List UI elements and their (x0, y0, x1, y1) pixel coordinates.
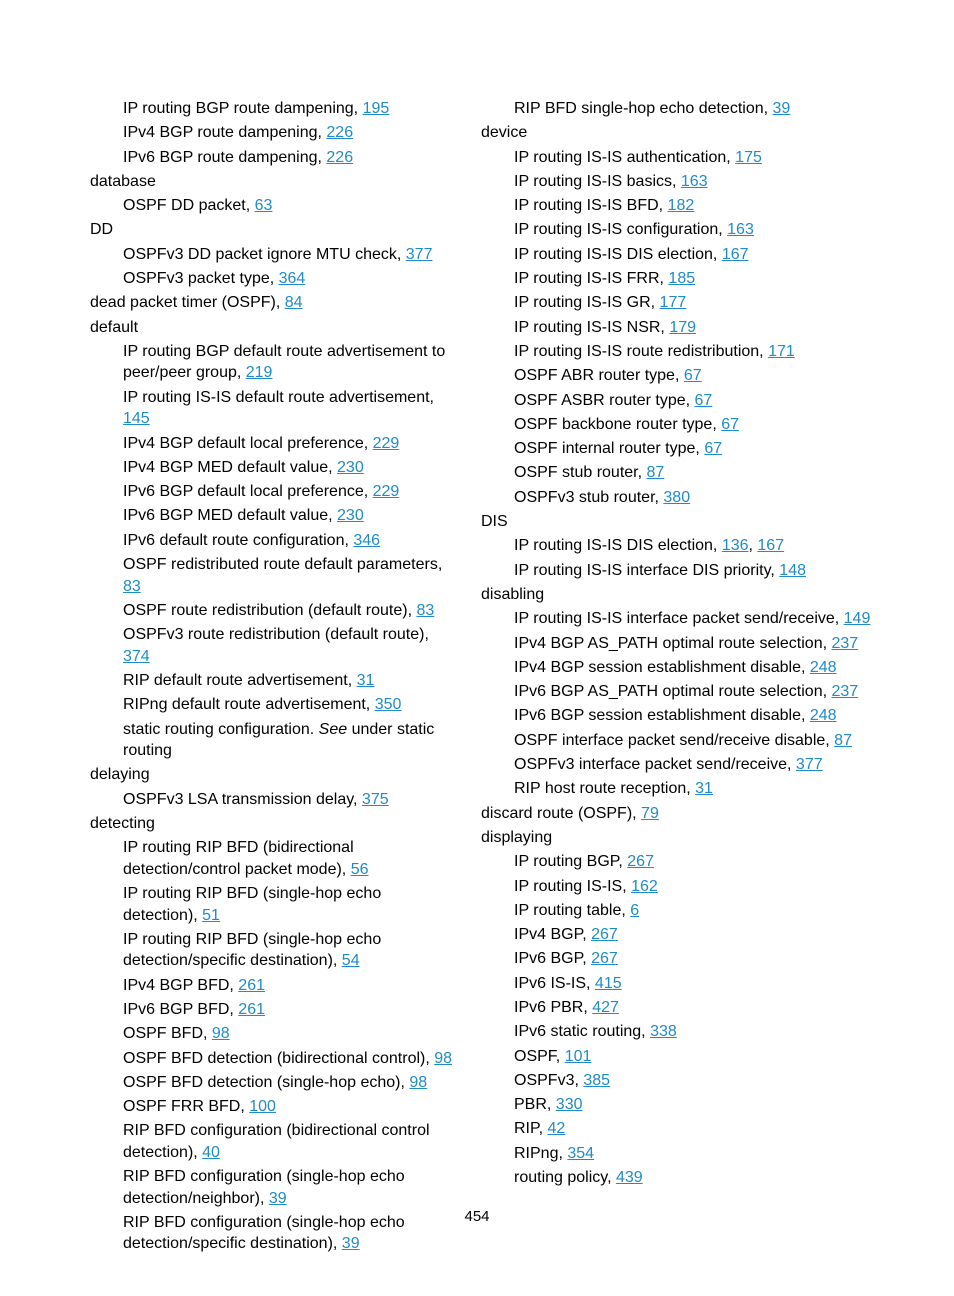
page-link[interactable]: 98 (434, 1049, 453, 1067)
page-link[interactable]: 149 (843, 610, 871, 628)
entry-text: database (90, 172, 156, 190)
page-link[interactable]: 39 (772, 100, 791, 117)
page-link[interactable]: 338 (650, 1023, 677, 1041)
entry-text: default (90, 318, 139, 336)
entry-text: OSPF ASBR router type, (514, 391, 695, 409)
index-subentry (90, 554, 460, 597)
page-link[interactable]: 230 (337, 458, 364, 476)
index-heading (90, 764, 460, 786)
page-link[interactable]: 226 (326, 124, 354, 142)
entry-text: static routing configuration. (123, 720, 319, 738)
index-subentry (481, 924, 881, 946)
index-subentry (90, 530, 460, 552)
page-link[interactable]: 54 (341, 952, 360, 970)
entry-text: OSPFv3 interface packet send/receive, (514, 756, 796, 774)
index-heading (90, 292, 460, 314)
index-subentry (481, 876, 881, 898)
page-link[interactable]: 162 (631, 877, 658, 895)
index-subentry (90, 387, 460, 430)
see-reference: See (318, 720, 348, 738)
page-link[interactable]: 261 (238, 976, 265, 994)
page-link[interactable]: 56 (350, 860, 369, 878)
entry-text: OSPF interface packet send/receive disable, (514, 731, 835, 749)
index-heading (90, 317, 460, 339)
page-link[interactable]: 267 (627, 853, 654, 871)
index-subentry (481, 900, 881, 922)
index-heading (481, 122, 881, 144)
page-link[interactable]: 167 (721, 245, 749, 263)
entry-text: OSPF BFD, (123, 1025, 212, 1043)
index-heading (481, 827, 881, 849)
page-number: 454 (464, 1208, 490, 1225)
page-link[interactable]: 182 (667, 197, 695, 215)
page-link[interactable]: 42 (547, 1120, 566, 1138)
index-subentry (481, 681, 881, 703)
entry-text: RIP BFD configuration (single-hop echo detection/specific destination), (123, 1213, 405, 1253)
index-subentry (90, 624, 460, 667)
index-subentry (481, 1070, 881, 1092)
entry-text: OSPF redistributed route default parameters, (123, 556, 443, 574)
page-link[interactable]: 377 (795, 756, 823, 774)
index-subentry (481, 973, 881, 995)
index-subentry (90, 1166, 460, 1209)
page-link[interactable]: 261 (238, 1000, 265, 1018)
index-subentry (90, 433, 460, 455)
index-subentry (90, 268, 460, 290)
entry-text: IPv6 PBR, (514, 998, 593, 1016)
page-link[interactable]: 248 (809, 707, 837, 725)
index-subentry (481, 487, 881, 509)
index-subentry (90, 883, 460, 926)
entry-text: RIP, (514, 1120, 548, 1138)
index-subentry (90, 1072, 460, 1094)
entry-text: IP routing IS-IS GR, (514, 294, 660, 312)
index-subentry (481, 438, 881, 460)
entry-text: IP routing IS-IS DIS election, (514, 245, 722, 263)
page-link[interactable]: 83 (123, 577, 141, 595)
index-subentry (481, 1046, 881, 1068)
entry-text: delaying (90, 766, 150, 784)
entry-text: IP routing IS-IS NSR, (514, 318, 670, 336)
entry-text: IPv6 BGP MED default value, (123, 507, 338, 525)
entry-text: DD (90, 221, 114, 239)
index-subentry (90, 600, 460, 622)
page-link[interactable]: 185 (668, 270, 696, 288)
page-link[interactable]: 229 (372, 483, 400, 501)
index-subentry (481, 268, 881, 290)
index-subentry (481, 462, 881, 484)
entry-text: OSPF stub router, (514, 464, 647, 482)
index-subentry (481, 657, 881, 679)
page-link[interactable]: 229 (372, 434, 400, 452)
index-subentry (481, 317, 881, 339)
entry-text: IP routing IS-IS authentication, (514, 148, 736, 166)
page-link[interactable]: 79 (641, 804, 659, 822)
index-subentry (481, 1143, 881, 1165)
page-link[interactable]: 98 (211, 1025, 230, 1043)
index-subentry (90, 481, 460, 503)
entry-text: DIS (481, 513, 508, 531)
index-subentry (90, 122, 460, 144)
page-link[interactable]: 237 (831, 683, 859, 701)
page-link[interactable]: 145 (123, 410, 150, 428)
entry-text: IPv6 BGP default local preference, (123, 483, 373, 501)
page-link[interactable]: 248 (809, 658, 837, 676)
index-subentry (90, 694, 460, 716)
entry-text: IP routing IS-IS interface DIS priority, (514, 561, 780, 579)
index-column-right (481, 98, 881, 1191)
page-link[interactable]: 195 (362, 100, 390, 117)
page-link[interactable]: 136 (721, 537, 749, 555)
entry-text: IPv4 BGP session establishment disable, (514, 658, 810, 676)
page-link[interactable]: 226 (326, 148, 354, 166)
index-subentry (90, 789, 460, 811)
page-link[interactable]: 101 (564, 1047, 592, 1065)
entry-text: IPv6 static routing, (514, 1023, 651, 1041)
entry-text: OSPFv3 stub router, (514, 488, 664, 506)
index-subentry (481, 147, 881, 169)
page-link[interactable]: 354 (567, 1144, 595, 1162)
entry-text: RIP BFD configuration (single-hop echo detection/neighbor), (123, 1168, 405, 1207)
entry-text: displaying (481, 828, 553, 846)
page-link[interactable]: 163 (680, 172, 708, 190)
page-link[interactable]: 350 (374, 696, 402, 714)
page-link[interactable]: 380 (663, 488, 691, 506)
entry-text: IP routing IS-IS, (514, 877, 632, 895)
page-link[interactable]: 237 (831, 634, 859, 652)
entry-text: IPv6 default route configuration, (123, 531, 354, 549)
page-link[interactable]: 175 (735, 148, 762, 166)
entry-text: OSPF FRR BFD, (123, 1098, 250, 1116)
page-link[interactable]: 219 (245, 364, 273, 382)
index-heading (481, 511, 881, 533)
entry-text: IPv4 BGP default local preference, (123, 434, 373, 452)
page-link[interactable]: 67 (694, 391, 713, 409)
entry-text: IP routing IS-IS FRR, (514, 270, 669, 288)
page-link[interactable]: 148 (779, 561, 806, 579)
page-link[interactable]: 439 (615, 1169, 643, 1187)
page-link[interactable]: 87 (834, 731, 852, 749)
page-link[interactable]: 40 (202, 1143, 220, 1161)
entry-text: IPv6 BGP, (514, 950, 592, 968)
entry-text: IP routing table, (514, 901, 631, 919)
entry-text: IP routing BGP default route advertisement to peer/peer group, (123, 342, 446, 382)
index-subentry (481, 292, 881, 314)
index-subentry (481, 414, 881, 436)
index-subentry (481, 560, 881, 582)
page-link[interactable]: 83 (416, 601, 435, 619)
index-subentry (481, 341, 881, 363)
page-link[interactable]: 177 (659, 294, 687, 312)
index-subentry (90, 999, 460, 1021)
entry-text: RIP BFD single-hop echo detection, (514, 100, 773, 117)
index-subentry (481, 608, 881, 630)
entry-text: IP routing BGP, (514, 853, 628, 871)
index-subentry (481, 171, 881, 193)
index-subentry (90, 147, 460, 169)
index-subentry (481, 1118, 881, 1140)
entry-text: IPv6 BGP AS_PATH optimal route selection, (514, 683, 832, 701)
entry-text: OSPF route redistribution (default route), (123, 601, 417, 619)
page-link[interactable]: 364 (278, 270, 306, 288)
page-link[interactable]: 374 (123, 647, 150, 665)
index-subentry (481, 195, 881, 217)
entry-text: OSPF BFD detection (bidirectional control), (123, 1049, 435, 1067)
entry-text: PBR, (514, 1096, 556, 1114)
entry-text: IP routing IS-IS configuration, (514, 221, 728, 239)
entry-text: IP routing RIP BFD (bidirectional detection/control packet mode), (123, 839, 354, 878)
index-subentry (90, 1096, 460, 1118)
index-subentry (90, 837, 460, 880)
entry-text: IP routing IS-IS route redistribution, (514, 342, 769, 360)
index-subentry (90, 457, 460, 479)
entry-text: IP routing IS-IS default route advertisement, (123, 388, 434, 406)
page-link[interactable]: 163 (727, 221, 754, 239)
entry-text: IPv4 BGP MED default value, (123, 458, 338, 476)
page-link[interactable]: 39 (268, 1189, 287, 1207)
entry-text: routing policy, (514, 1169, 616, 1187)
index-subentry (481, 1094, 881, 1116)
page-link[interactable]: 330 (555, 1096, 583, 1114)
page-link[interactable]: 6 (630, 901, 640, 919)
index-subentry (90, 244, 460, 266)
entry-text: OSPFv3 LSA transmission delay, (123, 790, 362, 808)
entry-text: IPv6 BGP BFD, (123, 1000, 239, 1018)
index-subentry (481, 730, 881, 752)
page-link[interactable]: 67 (683, 367, 702, 385)
entry-text: OSPF BFD detection (single-hop echo), (123, 1073, 410, 1091)
index-subentry (481, 997, 881, 1019)
entry-text: device (481, 124, 528, 142)
index-subentry (90, 1048, 460, 1070)
index-subentry (481, 705, 881, 727)
page-link[interactable]: 167 (757, 537, 785, 555)
page-link[interactable]: 98 (409, 1073, 428, 1091)
entry-text: OSPF ABR router type, (514, 367, 684, 385)
index-column-left (90, 98, 460, 1258)
index-subentry (90, 719, 460, 762)
page-link[interactable]: 346 (353, 531, 381, 549)
index-heading (90, 813, 460, 835)
page-link[interactable]: 51 (202, 906, 220, 924)
entry-text: OSPF internal router type, (514, 440, 705, 458)
entry-text: RIP host route reception, (514, 780, 696, 798)
index-heading (481, 584, 881, 606)
page-link[interactable]: 87 (646, 464, 665, 482)
entry-text: IP routing RIP BFD (single-hop echo detection/specific destination), (123, 930, 382, 970)
index-subentry (481, 98, 881, 120)
entry-text: OSPFv3 route redistribution (default route), (123, 626, 429, 644)
entry-text: RIP default route advertisement, (123, 671, 357, 689)
entry-text: IPv4 BGP BFD, (123, 976, 239, 994)
page-link[interactable]: 427 (592, 998, 619, 1016)
index-heading (90, 219, 460, 241)
index-subentry (90, 670, 460, 692)
page-link[interactable]: 100 (249, 1098, 276, 1116)
index-subentry (481, 219, 881, 241)
entry-text: IP routing BGP route dampening, (123, 100, 363, 117)
page-link[interactable]: 31 (695, 780, 713, 798)
index-subentry (481, 365, 881, 387)
entry-text: RIP BFD configuration (bidirectional control detection), (123, 1122, 430, 1161)
index-subentry (481, 851, 881, 873)
entry-text: IP routing RIP BFD (single-hop echo detection), (123, 885, 382, 924)
index-heading (90, 171, 460, 193)
index-subentry (90, 98, 460, 120)
index-subentry (481, 778, 881, 800)
index-subentry (90, 1120, 460, 1163)
index-subentry (90, 1023, 460, 1045)
index-subentry (90, 929, 460, 972)
page-link[interactable]: 39 (341, 1235, 360, 1253)
page-link[interactable]: 377 (405, 245, 433, 263)
entry-text: OSPF, (514, 1047, 565, 1065)
page-link[interactable]: 385 (583, 1071, 611, 1089)
index-subentry (481, 1021, 881, 1043)
entry-text: dead packet timer (OSPF), (90, 294, 285, 312)
index-subentry (90, 341, 460, 384)
page-link[interactable]: 375 (361, 790, 389, 808)
entry-text: IP routing IS-IS basics, (514, 172, 681, 190)
see-target: under static routing (123, 720, 435, 760)
index-heading (481, 803, 881, 825)
index-subentry (481, 754, 881, 776)
entry-text: IPv4 BGP route dampening, (123, 124, 327, 142)
entry-text: discard route (OSPF), (481, 804, 642, 822)
entry-text: IPv6 BGP session establishment disable, (514, 707, 810, 725)
index-subentry (481, 633, 881, 655)
entry-text: IP routing IS-IS DIS election, (514, 537, 722, 555)
index-subentry (481, 244, 881, 266)
index-subentry (481, 535, 881, 557)
page-link[interactable]: 67 (704, 440, 723, 458)
page-link[interactable]: 415 (594, 974, 622, 992)
entry-text: IP routing IS-IS BFD, (514, 197, 668, 215)
page-link[interactable]: 171 (768, 342, 795, 360)
index-subentry (90, 975, 460, 997)
index-subentry (481, 390, 881, 412)
entry-text: detecting (90, 814, 155, 832)
index-subentry (481, 948, 881, 970)
page-link[interactable]: 31 (356, 671, 375, 689)
entry-text: OSPFv3 packet type, (123, 270, 279, 288)
page-link[interactable]: 63 (254, 197, 273, 215)
index-subentry (90, 195, 460, 217)
entry-text: IPv6 IS-IS, (514, 974, 595, 992)
entry-text: IPv4 BGP, (514, 926, 592, 944)
page-link[interactable]: 230 (337, 507, 364, 525)
entry-text: IPv4 BGP AS_PATH optimal route selection, (514, 634, 832, 652)
entry-text: OSPFv3, (514, 1071, 584, 1089)
page-separator: , (748, 537, 758, 555)
entry-text: RIPng default route advertisement, (123, 696, 375, 714)
page-link[interactable]: 179 (669, 318, 697, 336)
entry-text: OSPF backbone router type, (514, 415, 722, 433)
entry-text: disabling (481, 585, 545, 603)
entry-text: IP routing IS-IS interface packet send/receive, (514, 610, 844, 628)
entry-text: OSPF DD packet, (123, 197, 255, 215)
entry-text: RIPng, (514, 1144, 568, 1162)
page-link[interactable]: 84 (284, 294, 303, 312)
entry-text: OSPFv3 DD packet ignore MTU check, (123, 245, 406, 263)
entry-text: IPv6 BGP route dampening, (123, 148, 327, 166)
page-link[interactable]: 267 (591, 950, 618, 968)
index-subentry (90, 505, 460, 527)
page-link[interactable]: 267 (591, 926, 618, 944)
index-subentry (481, 1167, 881, 1189)
page-link[interactable]: 67 (721, 415, 740, 433)
